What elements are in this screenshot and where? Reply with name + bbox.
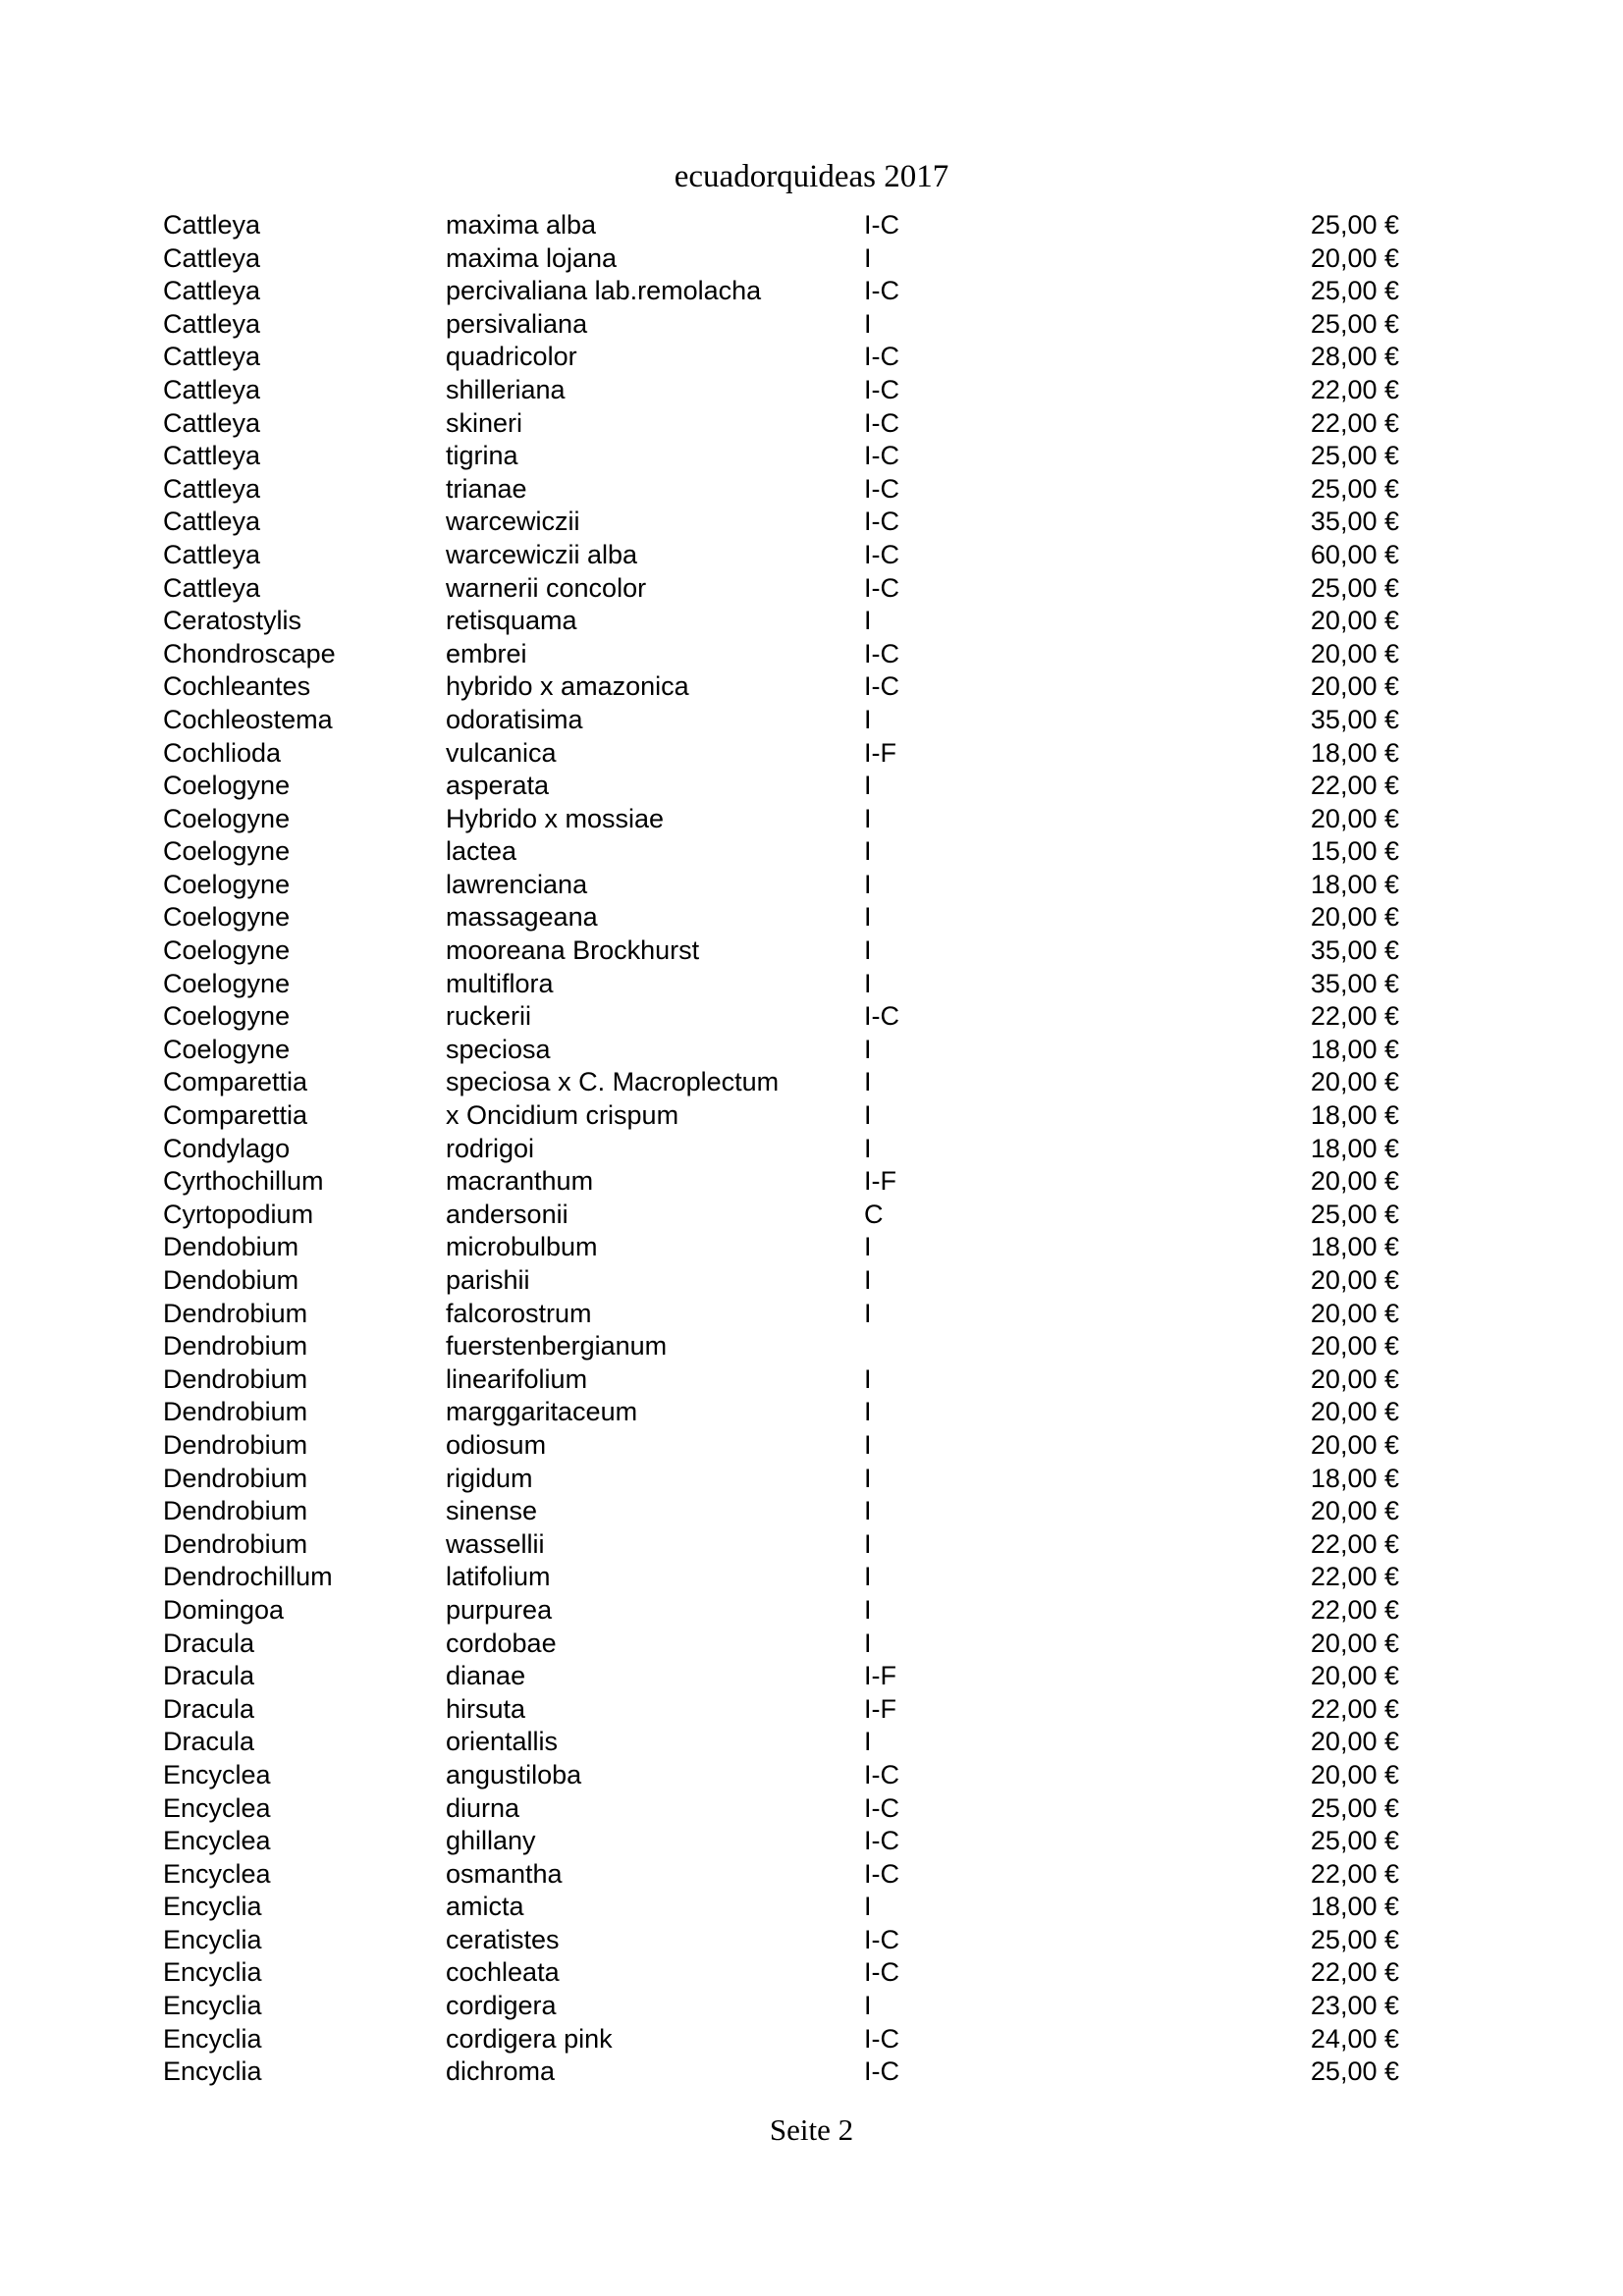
price-cell: 35,00 € <box>1310 968 1399 998</box>
price-cell: 25,00 € <box>1310 1924 1399 1954</box>
code-cell: I-C <box>864 342 899 372</box>
table-row <box>163 440 1399 473</box>
price-cell: 22,00 € <box>1310 1693 1399 1724</box>
genus-cell: Comparettia <box>163 1067 308 1097</box>
code-cell: I <box>864 1100 872 1131</box>
genus-cell: Encyclea <box>163 1792 271 1823</box>
genus-cell: Encyclea <box>163 1858 271 1889</box>
species-cell: latifolium <box>446 1562 551 1592</box>
price-cell: 20,00 € <box>1310 1067 1399 1097</box>
code-cell: I <box>864 1232 872 1262</box>
table-row <box>163 803 1399 836</box>
table-row <box>163 1000 1399 1034</box>
species-cell: Hybrido x mossiae <box>446 803 665 833</box>
price-cell: 18,00 € <box>1310 1232 1399 1262</box>
page-title: ecuadorquideas 2017 <box>674 159 949 194</box>
table-row <box>163 1792 1399 1826</box>
table-row <box>163 934 1399 968</box>
price-cell: 25,00 € <box>1310 441 1399 471</box>
price-cell: 18,00 € <box>1310 1034 1399 1064</box>
table-row <box>163 1956 1399 1990</box>
genus-cell: Cochleantes <box>163 671 311 702</box>
species-cell: warnerii concolor <box>446 572 647 603</box>
price-cell: 25,00 € <box>1310 572 1399 603</box>
price-cell: 25,00 € <box>1310 1199 1399 1229</box>
species-cell: maxima lojana <box>446 242 618 273</box>
price-cell: 20,00 € <box>1310 638 1399 668</box>
species-cell: embrei <box>446 638 527 668</box>
price-cell: 25,00 € <box>1310 308 1399 339</box>
table-row <box>163 770 1399 803</box>
table-row <box>163 1330 1399 1363</box>
genus-cell: Cyrthochillum <box>163 1166 324 1197</box>
code-cell: I <box>864 1594 872 1625</box>
genus-cell: Cattleya <box>163 308 261 339</box>
price-cell: 20,00 € <box>1310 1331 1399 1362</box>
code-cell: I <box>864 606 872 636</box>
price-cell: 60,00 € <box>1310 539 1399 569</box>
species-cell: skineri <box>446 407 523 438</box>
genus-cell: Coelogyne <box>163 869 291 899</box>
species-cell: microbulbum <box>446 1232 598 1262</box>
genus-cell: Cochlioda <box>163 737 282 768</box>
table-row <box>163 605 1399 638</box>
species-cell: purpurea <box>446 1594 553 1625</box>
species-cell: orientallis <box>446 1727 559 1757</box>
code-cell: I-C <box>864 210 899 240</box>
genus-cell: Coelogyne <box>163 1001 291 1032</box>
table-row <box>163 1660 1399 1693</box>
code-cell: I <box>864 869 872 899</box>
table-row <box>163 1891 1399 1924</box>
table-row <box>163 209 1399 242</box>
price-cell: 20,00 € <box>1310 1265 1399 1295</box>
price-cell: 35,00 € <box>1310 935 1399 966</box>
genus-cell: Dendrochillum <box>163 1562 333 1592</box>
price-cell: 18,00 € <box>1310 869 1399 899</box>
table-row <box>163 1825 1399 1858</box>
table-row <box>163 901 1399 934</box>
price-cell: 20,00 € <box>1310 242 1399 273</box>
species-cell: andersonii <box>446 1199 568 1229</box>
species-cell: mooreana Brockhurst <box>446 935 700 966</box>
price-cell: 25,00 € <box>1310 276 1399 306</box>
genus-cell: Encyclia <box>163 2023 262 2054</box>
species-cell: ghillany <box>446 1826 536 1856</box>
species-cell: cochleata <box>446 1957 560 1988</box>
table-row <box>163 1990 1399 2023</box>
species-cell: tigrina <box>446 441 518 471</box>
table-row <box>163 1165 1399 1199</box>
table-row <box>163 1133 1399 1166</box>
table-row <box>163 473 1399 507</box>
code-cell: I <box>864 836 872 867</box>
code-cell: I-C <box>864 276 899 306</box>
price-cell: 25,00 € <box>1310 473 1399 504</box>
code-cell: I <box>864 1892 872 1922</box>
code-cell: I <box>864 1397 872 1427</box>
genus-cell: Cattleya <box>163 210 261 240</box>
genus-cell: Dendrobium <box>163 1397 308 1427</box>
code-cell <box>864 1330 1060 1363</box>
table-row <box>163 374 1399 407</box>
species-cell: sinense <box>446 1496 538 1526</box>
genus-cell: Cattleya <box>163 374 261 404</box>
genus-cell: Comparettia <box>163 1100 308 1131</box>
code-cell: I-C <box>864 2056 899 2087</box>
code-cell: I <box>864 1628 872 1658</box>
genus-cell: Dracula <box>163 1661 255 1691</box>
price-cell: 18,00 € <box>1310 1463 1399 1493</box>
genus-cell: Cochleostema <box>163 704 333 734</box>
species-cell: asperata <box>446 771 550 801</box>
genus-cell: Encyclia <box>163 1892 262 1922</box>
table-row <box>163 1066 1399 1099</box>
table-row <box>163 968 1399 1001</box>
table-row <box>163 670 1399 704</box>
species-cell: multiflora <box>446 968 554 998</box>
table-row <box>163 1298 1399 1331</box>
species-cell: dichroma <box>446 2056 556 2087</box>
table-row <box>163 341 1399 374</box>
table-row <box>163 1759 1399 1792</box>
genus-cell: Cyrtopodium <box>163 1199 314 1229</box>
genus-cell: Dendrobium <box>163 1298 308 1328</box>
genus-cell: Dendrobium <box>163 1463 308 1493</box>
genus-cell: Coelogyne <box>163 803 291 833</box>
species-cell: osmantha <box>446 1858 563 1889</box>
price-cell: 22,00 € <box>1310 1562 1399 1592</box>
species-cell: speciosa <box>446 1034 551 1064</box>
table-row <box>163 1924 1399 1957</box>
price-cell: 20,00 € <box>1310 1298 1399 1328</box>
code-cell: I <box>864 1562 872 1592</box>
genus-cell: Cattleya <box>163 407 261 438</box>
price-cell: 20,00 € <box>1310 1661 1399 1691</box>
table-row <box>163 1495 1399 1528</box>
code-cell: I <box>864 1363 872 1394</box>
genus-cell: Dendrobium <box>163 1496 308 1526</box>
species-cell: fuerstenbergianum <box>446 1331 668 1362</box>
table-row <box>163 242 1399 276</box>
price-cell: 18,00 € <box>1310 1100 1399 1131</box>
table-row <box>163 1396 1399 1429</box>
species-cell: rigidum <box>446 1463 533 1493</box>
code-cell: I <box>864 242 872 273</box>
genus-cell: Condylago <box>163 1133 291 1163</box>
price-table <box>163 209 1399 2089</box>
code-cell: I <box>864 1067 872 1097</box>
price-cell: 22,00 € <box>1310 407 1399 438</box>
genus-cell: Cattleya <box>163 572 261 603</box>
species-cell: shilleriana <box>446 374 566 404</box>
genus-cell: Dracula <box>163 1628 255 1658</box>
table-row <box>163 1099 1399 1133</box>
price-cell: 20,00 € <box>1310 1363 1399 1394</box>
code-cell: I-C <box>864 407 899 438</box>
genus-cell: Dendrobium <box>163 1429 308 1460</box>
code-cell: I <box>864 1463 872 1493</box>
table-row <box>163 1561 1399 1594</box>
price-cell: 20,00 € <box>1310 671 1399 702</box>
species-cell: warcewiczii alba <box>446 539 638 569</box>
code-cell: I <box>864 1528 872 1559</box>
table-row <box>163 1429 1399 1463</box>
genus-cell: Cattleya <box>163 342 261 372</box>
genus-cell: Cattleya <box>163 242 261 273</box>
price-cell: 24,00 € <box>1310 2023 1399 2054</box>
table-row <box>163 275 1399 308</box>
genus-cell: Coelogyne <box>163 968 291 998</box>
table-row <box>163 869 1399 902</box>
price-cell: 18,00 € <box>1310 737 1399 768</box>
species-cell: warcewiczii <box>446 507 580 537</box>
species-cell: linearifolium <box>446 1363 588 1394</box>
species-cell: trianae <box>446 473 527 504</box>
genus-cell: Encyclia <box>163 2056 262 2087</box>
code-cell: I <box>864 1991 872 2021</box>
price-cell: 22,00 € <box>1310 1594 1399 1625</box>
genus-cell: Encyclia <box>163 1924 262 1954</box>
table-row <box>163 572 1399 606</box>
code-cell: I-C <box>864 1957 899 1988</box>
genus-cell: Cattleya <box>163 441 261 471</box>
price-cell: 28,00 € <box>1310 342 1399 372</box>
species-cell: parishii <box>446 1265 530 1295</box>
price-cell: 35,00 € <box>1310 704 1399 734</box>
species-cell: hirsuta <box>446 1693 526 1724</box>
price-cell: 15,00 € <box>1310 836 1399 867</box>
genus-cell: Encyclea <box>163 1826 271 1856</box>
table-row <box>163 1264 1399 1298</box>
genus-cell: Chondroscape <box>163 638 336 668</box>
price-cell: 20,00 € <box>1310 1429 1399 1460</box>
genus-cell: Encyclia <box>163 1991 262 2021</box>
table-row <box>163 1363 1399 1397</box>
price-cell: 18,00 € <box>1310 1892 1399 1922</box>
price-cell: 20,00 € <box>1310 803 1399 833</box>
species-cell: odoratisima <box>446 704 583 734</box>
table-row <box>163 1726 1399 1759</box>
price-cell: 23,00 € <box>1310 1991 1399 2021</box>
price-cell: 20,00 € <box>1310 1727 1399 1757</box>
table-row <box>163 1594 1399 1628</box>
code-cell: I <box>864 771 872 801</box>
price-cell: 25,00 € <box>1310 1826 1399 1856</box>
species-cell: x Oncidium crispum <box>446 1100 679 1131</box>
price-cell: 18,00 € <box>1310 1133 1399 1163</box>
genus-cell: Coelogyne <box>163 836 291 867</box>
species-cell: ceratistes <box>446 1924 560 1954</box>
code-cell: I <box>864 803 872 833</box>
code-cell: I <box>864 1496 872 1526</box>
genus-cell: Dendrobium <box>163 1528 308 1559</box>
code-cell: I-C <box>864 572 899 603</box>
page-number: Seite 2 <box>769 2112 854 2147</box>
species-cell: retisquama <box>446 606 577 636</box>
code-cell: I-C <box>864 671 899 702</box>
table-row <box>163 1199 1399 1232</box>
code-cell: I <box>864 1727 872 1757</box>
species-cell: hybrido x amazonica <box>446 671 689 702</box>
code-cell: I <box>864 704 872 734</box>
species-cell: massageana <box>446 902 598 933</box>
price-cell: 22,00 € <box>1310 1001 1399 1032</box>
genus-cell: Cattleya <box>163 507 261 537</box>
species-cell: lactea <box>446 836 517 867</box>
price-cell: 22,00 € <box>1310 771 1399 801</box>
species-cell: diurna <box>446 1792 520 1823</box>
species-cell: maxima alba <box>446 210 597 240</box>
table-row <box>163 1231 1399 1264</box>
price-cell: 22,00 € <box>1310 1858 1399 1889</box>
price-cell: 20,00 € <box>1310 902 1399 933</box>
species-cell: speciosa x C. Macroplectum <box>446 1067 780 1097</box>
species-cell: ruckerii <box>446 1001 532 1032</box>
price-cell: 22,00 € <box>1310 374 1399 404</box>
species-cell: amicta <box>446 1892 524 1922</box>
price-cell: 20,00 € <box>1310 1759 1399 1789</box>
code-cell: I-C <box>864 1792 899 1823</box>
genus-cell: Coelogyne <box>163 902 291 933</box>
species-cell: cordobae <box>446 1628 557 1658</box>
table-row <box>163 704 1399 737</box>
genus-cell: Domingoa <box>163 1594 285 1625</box>
price-cell: 20,00 € <box>1310 1166 1399 1197</box>
code-cell: I-F <box>864 1166 896 1197</box>
genus-cell: Encyclea <box>163 1759 271 1789</box>
table-row <box>163 638 1399 671</box>
genus-cell: Dracula <box>163 1693 255 1724</box>
species-cell: lawrenciana <box>446 869 588 899</box>
code-cell: I-C <box>864 539 899 569</box>
price-cell: 22,00 € <box>1310 1528 1399 1559</box>
genus-cell: Coelogyne <box>163 935 291 966</box>
price-cell: 20,00 € <box>1310 1397 1399 1427</box>
table-row <box>163 308 1399 342</box>
code-cell: I <box>864 1298 872 1328</box>
genus-cell: Cattleya <box>163 539 261 569</box>
genus-cell: Dracula <box>163 1727 255 1757</box>
species-cell: wassellii <box>446 1528 545 1559</box>
code-cell: I-F <box>864 1661 896 1691</box>
species-cell: cordigera <box>446 1991 557 2021</box>
table-row <box>163 1858 1399 1892</box>
code-cell: I-C <box>864 473 899 504</box>
species-cell: marggaritaceum <box>446 1397 638 1427</box>
genus-cell: Encyclia <box>163 1957 262 1988</box>
code-cell: I-F <box>864 1693 896 1724</box>
genus-cell: Dendrobium <box>163 1363 308 1394</box>
species-cell: macranthum <box>446 1166 594 1197</box>
table-row <box>163 2056 1399 2089</box>
genus-cell: Dendobium <box>163 1232 299 1262</box>
genus-cell: Dendrobium <box>163 1331 308 1362</box>
table-row <box>163 835 1399 869</box>
code-cell: I <box>864 1429 872 1460</box>
code-cell: I-C <box>864 1924 899 1954</box>
genus-cell: Coelogyne <box>163 771 291 801</box>
code-cell: I-C <box>864 638 899 668</box>
table-row <box>163 1693 1399 1727</box>
genus-cell: Cattleya <box>163 276 261 306</box>
code-cell: I <box>864 1034 872 1064</box>
code-cell: I-C <box>864 507 899 537</box>
species-cell: rodrigoi <box>446 1133 535 1163</box>
code-cell: I <box>864 935 872 966</box>
table-row <box>163 1463 1399 1496</box>
price-cell: 20,00 € <box>1310 1628 1399 1658</box>
code-cell: I-C <box>864 1826 899 1856</box>
code-cell: I-C <box>864 1759 899 1789</box>
price-cell: 20,00 € <box>1310 606 1399 636</box>
species-cell: cordigera pink <box>446 2023 613 2054</box>
price-cell: 35,00 € <box>1310 507 1399 537</box>
price-cell: 25,00 € <box>1310 1792 1399 1823</box>
genus-cell: Ceratostylis <box>163 606 302 636</box>
genus-cell: Cattleya <box>163 473 261 504</box>
table-row <box>163 539 1399 572</box>
code-cell: I <box>864 1265 872 1295</box>
code-cell: I-C <box>864 441 899 471</box>
species-cell: percivaliana lab.remolacha <box>446 276 762 306</box>
species-cell: falcorostrum <box>446 1298 592 1328</box>
code-cell: I-F <box>864 737 896 768</box>
code-cell: I-C <box>864 1001 899 1032</box>
price-cell: 25,00 € <box>1310 2056 1399 2087</box>
price-cell: 25,00 € <box>1310 210 1399 240</box>
table-row <box>163 1034 1399 1067</box>
price-cell: 22,00 € <box>1310 1957 1399 1988</box>
code-cell: I-C <box>864 374 899 404</box>
code-cell: I-C <box>864 2023 899 2054</box>
genus-cell: Coelogyne <box>163 1034 291 1064</box>
price-cell: 20,00 € <box>1310 1496 1399 1526</box>
table-row <box>163 1628 1399 1661</box>
price-table-body <box>163 209 1399 2089</box>
code-cell: I <box>864 902 872 933</box>
table-row <box>163 2023 1399 2056</box>
species-cell: vulcanica <box>446 737 557 768</box>
table-row <box>163 407 1399 441</box>
species-cell: odiosum <box>446 1429 547 1460</box>
species-cell: quadricolor <box>446 342 577 372</box>
species-cell: angustiloba <box>446 1759 582 1789</box>
species-cell: persivaliana <box>446 308 588 339</box>
table-row <box>163 1528 1399 1562</box>
code-cell: C <box>864 1199 884 1229</box>
table-row <box>163 506 1399 539</box>
code-cell: I <box>864 968 872 998</box>
code-cell: I <box>864 308 872 339</box>
genus-cell: Dendobium <box>163 1265 299 1295</box>
table-row <box>163 737 1399 771</box>
species-cell: dianae <box>446 1661 526 1691</box>
code-cell: I <box>864 1133 872 1163</box>
code-cell: I-C <box>864 1858 899 1889</box>
